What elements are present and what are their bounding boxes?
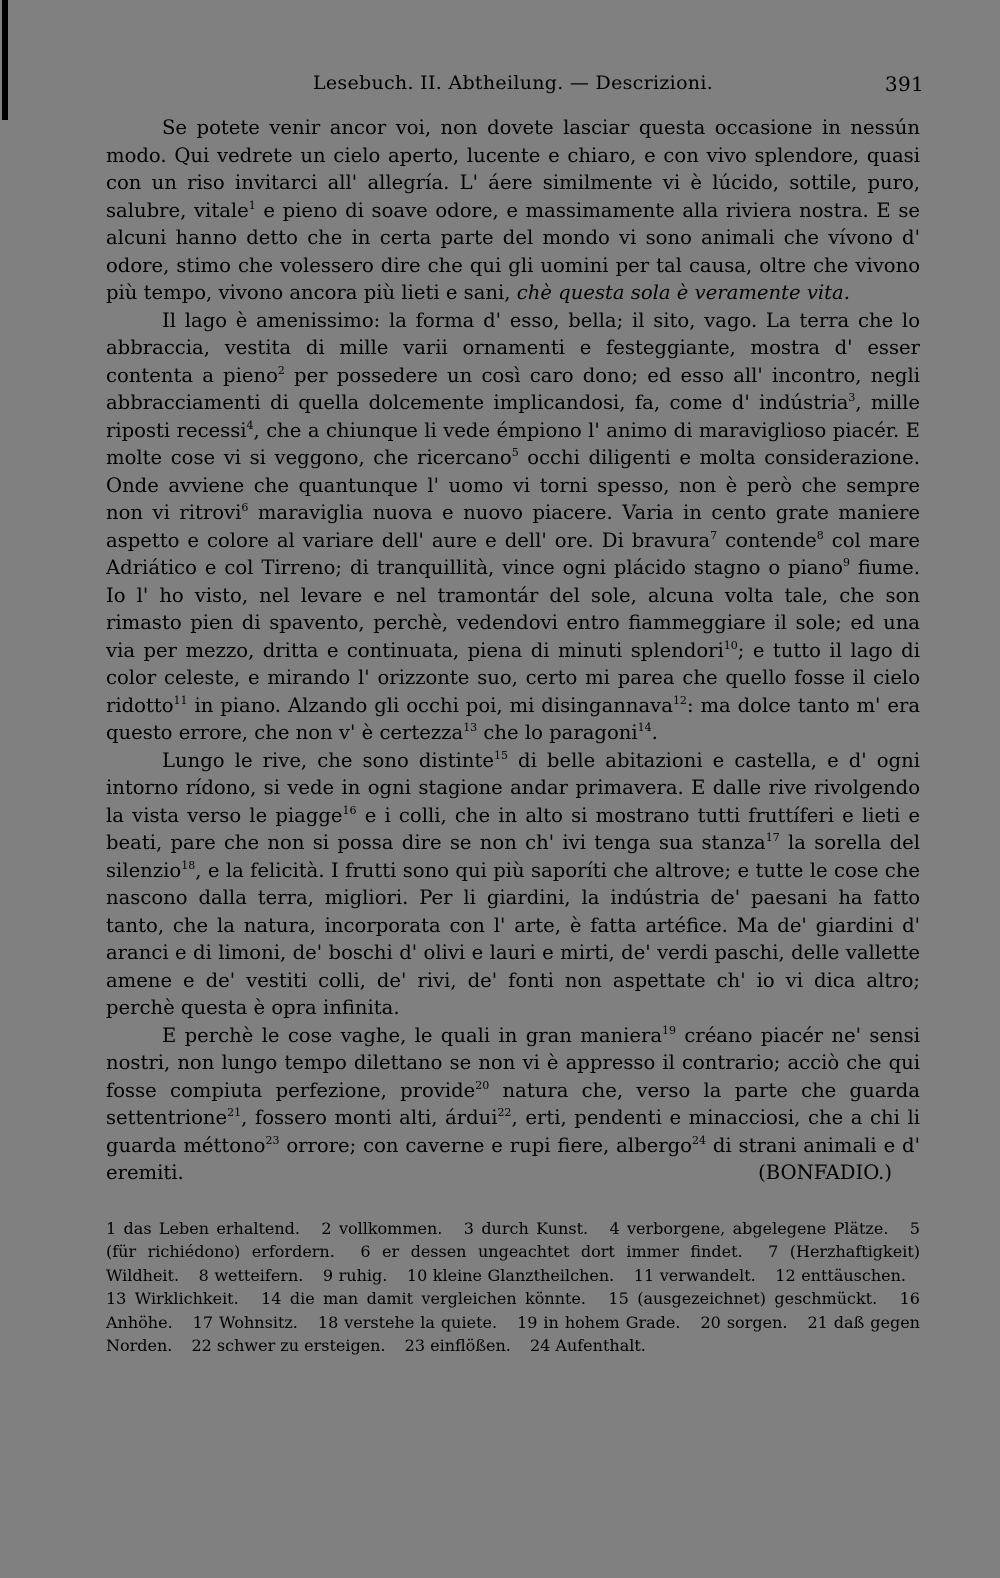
footnote: 9 ruhig. xyxy=(322,1265,388,1285)
text-run: , erti, pendenti e minacciosi, che a chi li guarda méttono xyxy=(106,1106,920,1157)
text-run: di strani animali e d' eremiti. xyxy=(106,1133,920,1184)
footnote-ref: 9 xyxy=(842,556,850,569)
footnote-ref: 23 xyxy=(265,1133,280,1147)
footnote: 10 kleine Glanztheilchen. xyxy=(406,1265,615,1285)
footnote-ref: 5 xyxy=(511,446,519,459)
text-run: Se potete venir ancor voi, non dovete lasciar questa occasione in nessún modo. Qui vedrete un cielo aperto, lucente e chiaro, e con vivo splendore, quasi con un riso invitarci all' allegría. L' áere similmente vi è lúcido, sottile, puro, salubre, vitale xyxy=(106,116,920,222)
text-run: , che a chiunque li vede émpiono l' animo di maraviglioso piacér. E molte cose vi si veggono, che ricercano xyxy=(106,418,920,469)
footnote: 16 Anhöhe. xyxy=(106,1289,920,1332)
footnote: 19 in hohem Grade. xyxy=(517,1312,681,1332)
footnote-ref: 22 xyxy=(497,1106,512,1119)
footnote: 11 verwandelt. xyxy=(633,1265,756,1285)
text-run: per possedere un così caro dono; ed esso all' incontro, negli abbracciamenti di quella dolcemente implicandosi, fa, come d' indústria xyxy=(106,363,920,414)
footnote-ref: 6 xyxy=(241,501,249,514)
text-run: , mille riposti recessi xyxy=(106,391,920,442)
body-text xyxy=(106,114,920,1187)
footnote: 1 das Leben erhaltend. xyxy=(106,1218,301,1238)
text-run: Il lago è amenissimo: la forma d' esso, bella; il sito, vago. La terra che lo abbraccia, vestita di mille varii ornamenti e festeggiante, mostra d' esser contenta a pieno xyxy=(106,308,920,387)
text-run: fiume. Io l' ho visto, nel levare e nel tramontár del sole, alcuna volta tale, che son rimasto pien di spavento, perchè, vedendovi entro fiammeggiare il sole; ed una via per mezzo, dritta e continuata, piena di minuti splendori xyxy=(106,556,920,662)
text-run: la sorella del silenzio xyxy=(106,831,920,882)
footnote: 7 (Herzhaftigkeit) Wildheit. xyxy=(106,1242,921,1285)
footnote: 2 vollkommen. xyxy=(321,1218,443,1238)
text-run: , e la felicità. I frutti sono qui più saporíti che altrove; e tutte le cose che nascono dalla terra, migliori. Per li giardini, la indústria de' paesani ha fatto tanto, che la natura, incorporata con l' arte, è fatta artéfice. Ma de' giardini d' aranci e di limoni, de' boschi d' olivi e lauri e mirti, de' verdi paschi, delle vallette amene e de' vestiti colli, de' rivi, de' fonti non aspettate ch' io vi dica altro; perchè questa è opra infinita. xyxy=(106,858,920,1019)
text-run: créano piacér ne' sensi nostri, non lungo tempo dilettano se non vi è appresso il contrario; acciò che qui fosse compiuta perfezione, provide xyxy=(106,1023,920,1102)
footnote-ref: 16 xyxy=(342,803,357,817)
footnote-ref: 11 xyxy=(173,693,188,707)
footnote-ref: 7 xyxy=(710,528,718,542)
running-head xyxy=(106,72,924,102)
footnote-ref: 13 xyxy=(463,721,478,734)
footnote: 15 (ausgezeichnet) geschmückt. xyxy=(608,1289,878,1308)
author-signature: (BONFADIO.) xyxy=(758,1161,892,1184)
text-run: Lungo le rive, che sono distinte xyxy=(162,748,494,772)
text-run: : ma dolce tanto m' era questo errore, che non v' è certezza xyxy=(106,693,920,744)
text-run: orrore; con caverne e rupi fiere, albergo xyxy=(279,1133,692,1157)
text-run: E perchè le cose vaghe, le quali in gran maniera xyxy=(162,1023,663,1047)
footnote-ref: 4 xyxy=(246,418,254,432)
footnote: 12 enttäuschen. xyxy=(775,1265,907,1285)
footnote-ref: 18 xyxy=(181,858,196,872)
footnote: 8 wetteifern. xyxy=(198,1265,304,1285)
footnote-ref: 10 xyxy=(723,638,738,652)
text-run: e i colli, che in alto si mostrano tutti fruttíferi e lieti e beati, pare che non si possa dire se non ch' ivi tenga sua stanza xyxy=(106,803,920,854)
page-number: 391 xyxy=(884,72,924,96)
book-page xyxy=(106,72,924,1358)
text-run: , fossero monti alti, árdui xyxy=(241,1106,498,1129)
footnote-ref: 14 xyxy=(637,721,652,734)
footnote-ref: 21 xyxy=(227,1106,242,1119)
footnote-ref: 8 xyxy=(816,528,824,542)
footnote-ref: 19 xyxy=(662,1023,677,1037)
text-run: occhi diligenti e molta considerazione. Onde avviene che quantunque l' uomo vi torni spesso, non è però che sempre non vi ritrovi xyxy=(106,446,920,524)
footnote: 14 die man damit vergleichen könnte. xyxy=(261,1289,586,1308)
text-run: ; e tutto il lago di color celeste, e mirando l' orizzonte suo, certo mi parea che quello fosse il cielo ridotto xyxy=(106,638,920,717)
footnote-ref: 1 xyxy=(248,198,256,212)
text-run: in piano. Alzando gli occhi poi, mi disingannava xyxy=(187,693,673,717)
footnote: 4 verborgene, abgelegene Plätze. xyxy=(609,1218,889,1238)
page-edge-mark xyxy=(2,0,8,120)
footnote-ref: 17 xyxy=(765,831,780,844)
footnote: 6 er dessen ungeachtet dort immer findet. xyxy=(360,1242,743,1261)
running-head-title: Lesebuch. II. Abtheilung. — Descrizioni. xyxy=(312,72,714,94)
footnote-ref: 12 xyxy=(672,693,687,707)
footnote: 18 verstehe la quiete. xyxy=(317,1312,498,1332)
footnote: 22 schwer zu ersteigen. xyxy=(191,1336,386,1355)
text-run: di belle abitazioni e castella, e d' ogni intorno rídono, si vede in ogni stagione andar primavera. E dalle rive rivolgendo la vista verso le piagge xyxy=(106,748,920,827)
text-run: e pieno di soave odore, e massimamente alla riviera nostra. E se alcuni hanno detto che in certa parte del mondo vi sono animali che vívono d' odore, stimo che volessero dire che qui gli uomini per tal causa, oltre che vivono più tempo, vivono ancora più lieti e sani, xyxy=(106,198,920,304)
footnote: 17 Wohnsitz. xyxy=(192,1312,298,1332)
italic-text: chè questa sola è veramente vita. xyxy=(516,281,850,304)
text-run: che lo paragoni xyxy=(477,721,638,744)
footnotes xyxy=(106,1217,920,1358)
footnote: 13 Wirklichkeit. xyxy=(106,1289,239,1308)
footnote: 23 einflößen. xyxy=(404,1336,511,1355)
footnote-ref: 15 xyxy=(493,748,508,762)
text-run: maraviglia nuova e nuovo piacere. Varia in cento grate maniere aspetto e colore al variare dell' aure e dell' ore. Di bravura xyxy=(106,501,920,552)
paragraph xyxy=(106,114,920,307)
paragraph xyxy=(106,747,920,1022)
footnote-ref: 24 xyxy=(691,1133,706,1147)
footnote-ref: 20 xyxy=(475,1078,490,1092)
footnote-ref: 3 xyxy=(848,391,856,404)
text-run: col mare Adriático e col Tirreno; di tranquillità, vince ogni plácido stagno o piano xyxy=(106,528,920,579)
paragraph xyxy=(106,307,920,747)
footnote-ref: 2 xyxy=(277,363,285,377)
footnote: 3 durch Kunst. xyxy=(463,1218,589,1238)
footnote: 5 (für richiédono) erfordern. xyxy=(106,1218,920,1261)
text-run: natura che, verso la parte che guarda settentrione xyxy=(106,1078,920,1129)
footnote: 24 Aufenthalt. xyxy=(529,1336,646,1355)
text-run: contende xyxy=(717,528,817,552)
text-run: . xyxy=(651,721,658,744)
footnote: 21 daß gegen Norden. xyxy=(106,1312,920,1355)
footnote: 20 sorgen. xyxy=(700,1312,788,1332)
paragraph xyxy=(106,1022,920,1187)
